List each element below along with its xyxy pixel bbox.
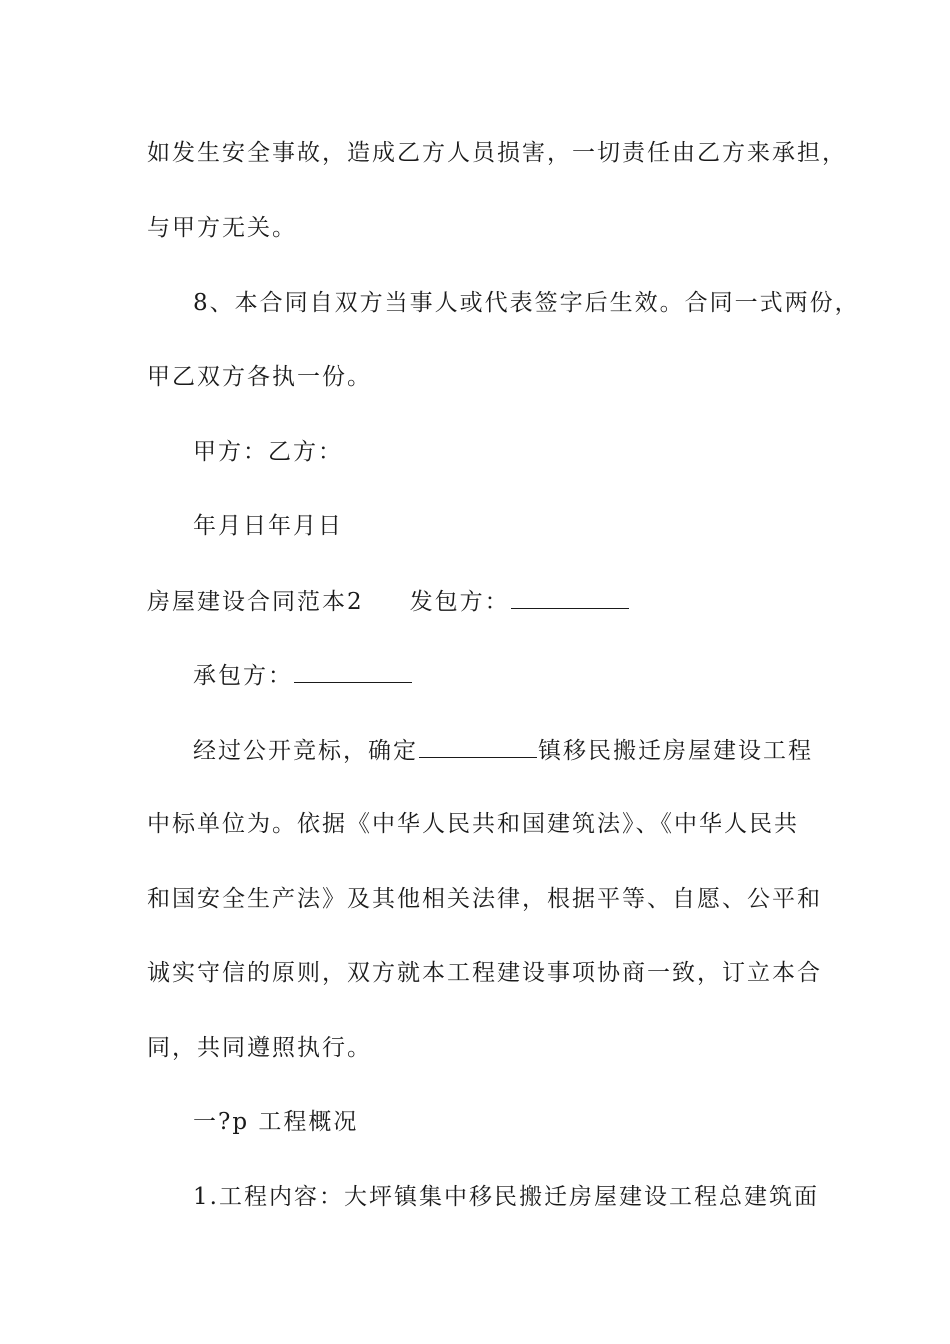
bid-text: 镇移民搬迁房屋建设工程 [538, 738, 813, 764]
section-title: 房屋建设合同范本2 [147, 589, 364, 615]
bid-paragraph-line [193, 735, 873, 765]
contractor-label: 承包方： [193, 663, 293, 689]
bid-paragraph-line: 同，共同遵照执行。 [147, 1035, 372, 1061]
paragraph-line: 与甲方无关。 [147, 215, 297, 241]
employer-label: 发包方： [409, 589, 510, 615]
signature-dates: 年月日年月日 [193, 513, 343, 539]
section-2-header-line [147, 586, 827, 616]
clause-8-line: 甲乙双方各执一份。 [147, 364, 372, 390]
section-heading-overview: 一?p 工程概况 [193, 1109, 359, 1135]
contractor-line [193, 660, 873, 690]
bid-paragraph-line: 和国安全生产法》及其他相关法律，根据平等、自愿、公平和 [147, 886, 822, 912]
bid-text: 经过公开竞标，确定 [193, 738, 418, 764]
clause-8-line: 8、本合同自双方当事人或代表签字后生效。合同一式两份， [193, 290, 860, 316]
paragraph-line: 如发生安全事故，造成乙方人员损害，一切责任由乙方来承担， [147, 140, 847, 166]
bid-paragraph-line: 诚实守信的原则，双方就本工程建设事项协商一致，订立本合 [147, 960, 822, 986]
item-1-line: 1.工程内容：大坪镇集中移民搬迁房屋建设工程总建筑面 [193, 1184, 819, 1210]
contractor-blank [294, 660, 412, 683]
bid-paragraph-line: 中标单位为。依据《中华人民共和国建筑法》、《中华人民共 [147, 811, 799, 837]
signature-parties: 甲方：乙方： [193, 439, 343, 465]
employer-blank [511, 586, 629, 609]
town-blank [419, 735, 537, 758]
